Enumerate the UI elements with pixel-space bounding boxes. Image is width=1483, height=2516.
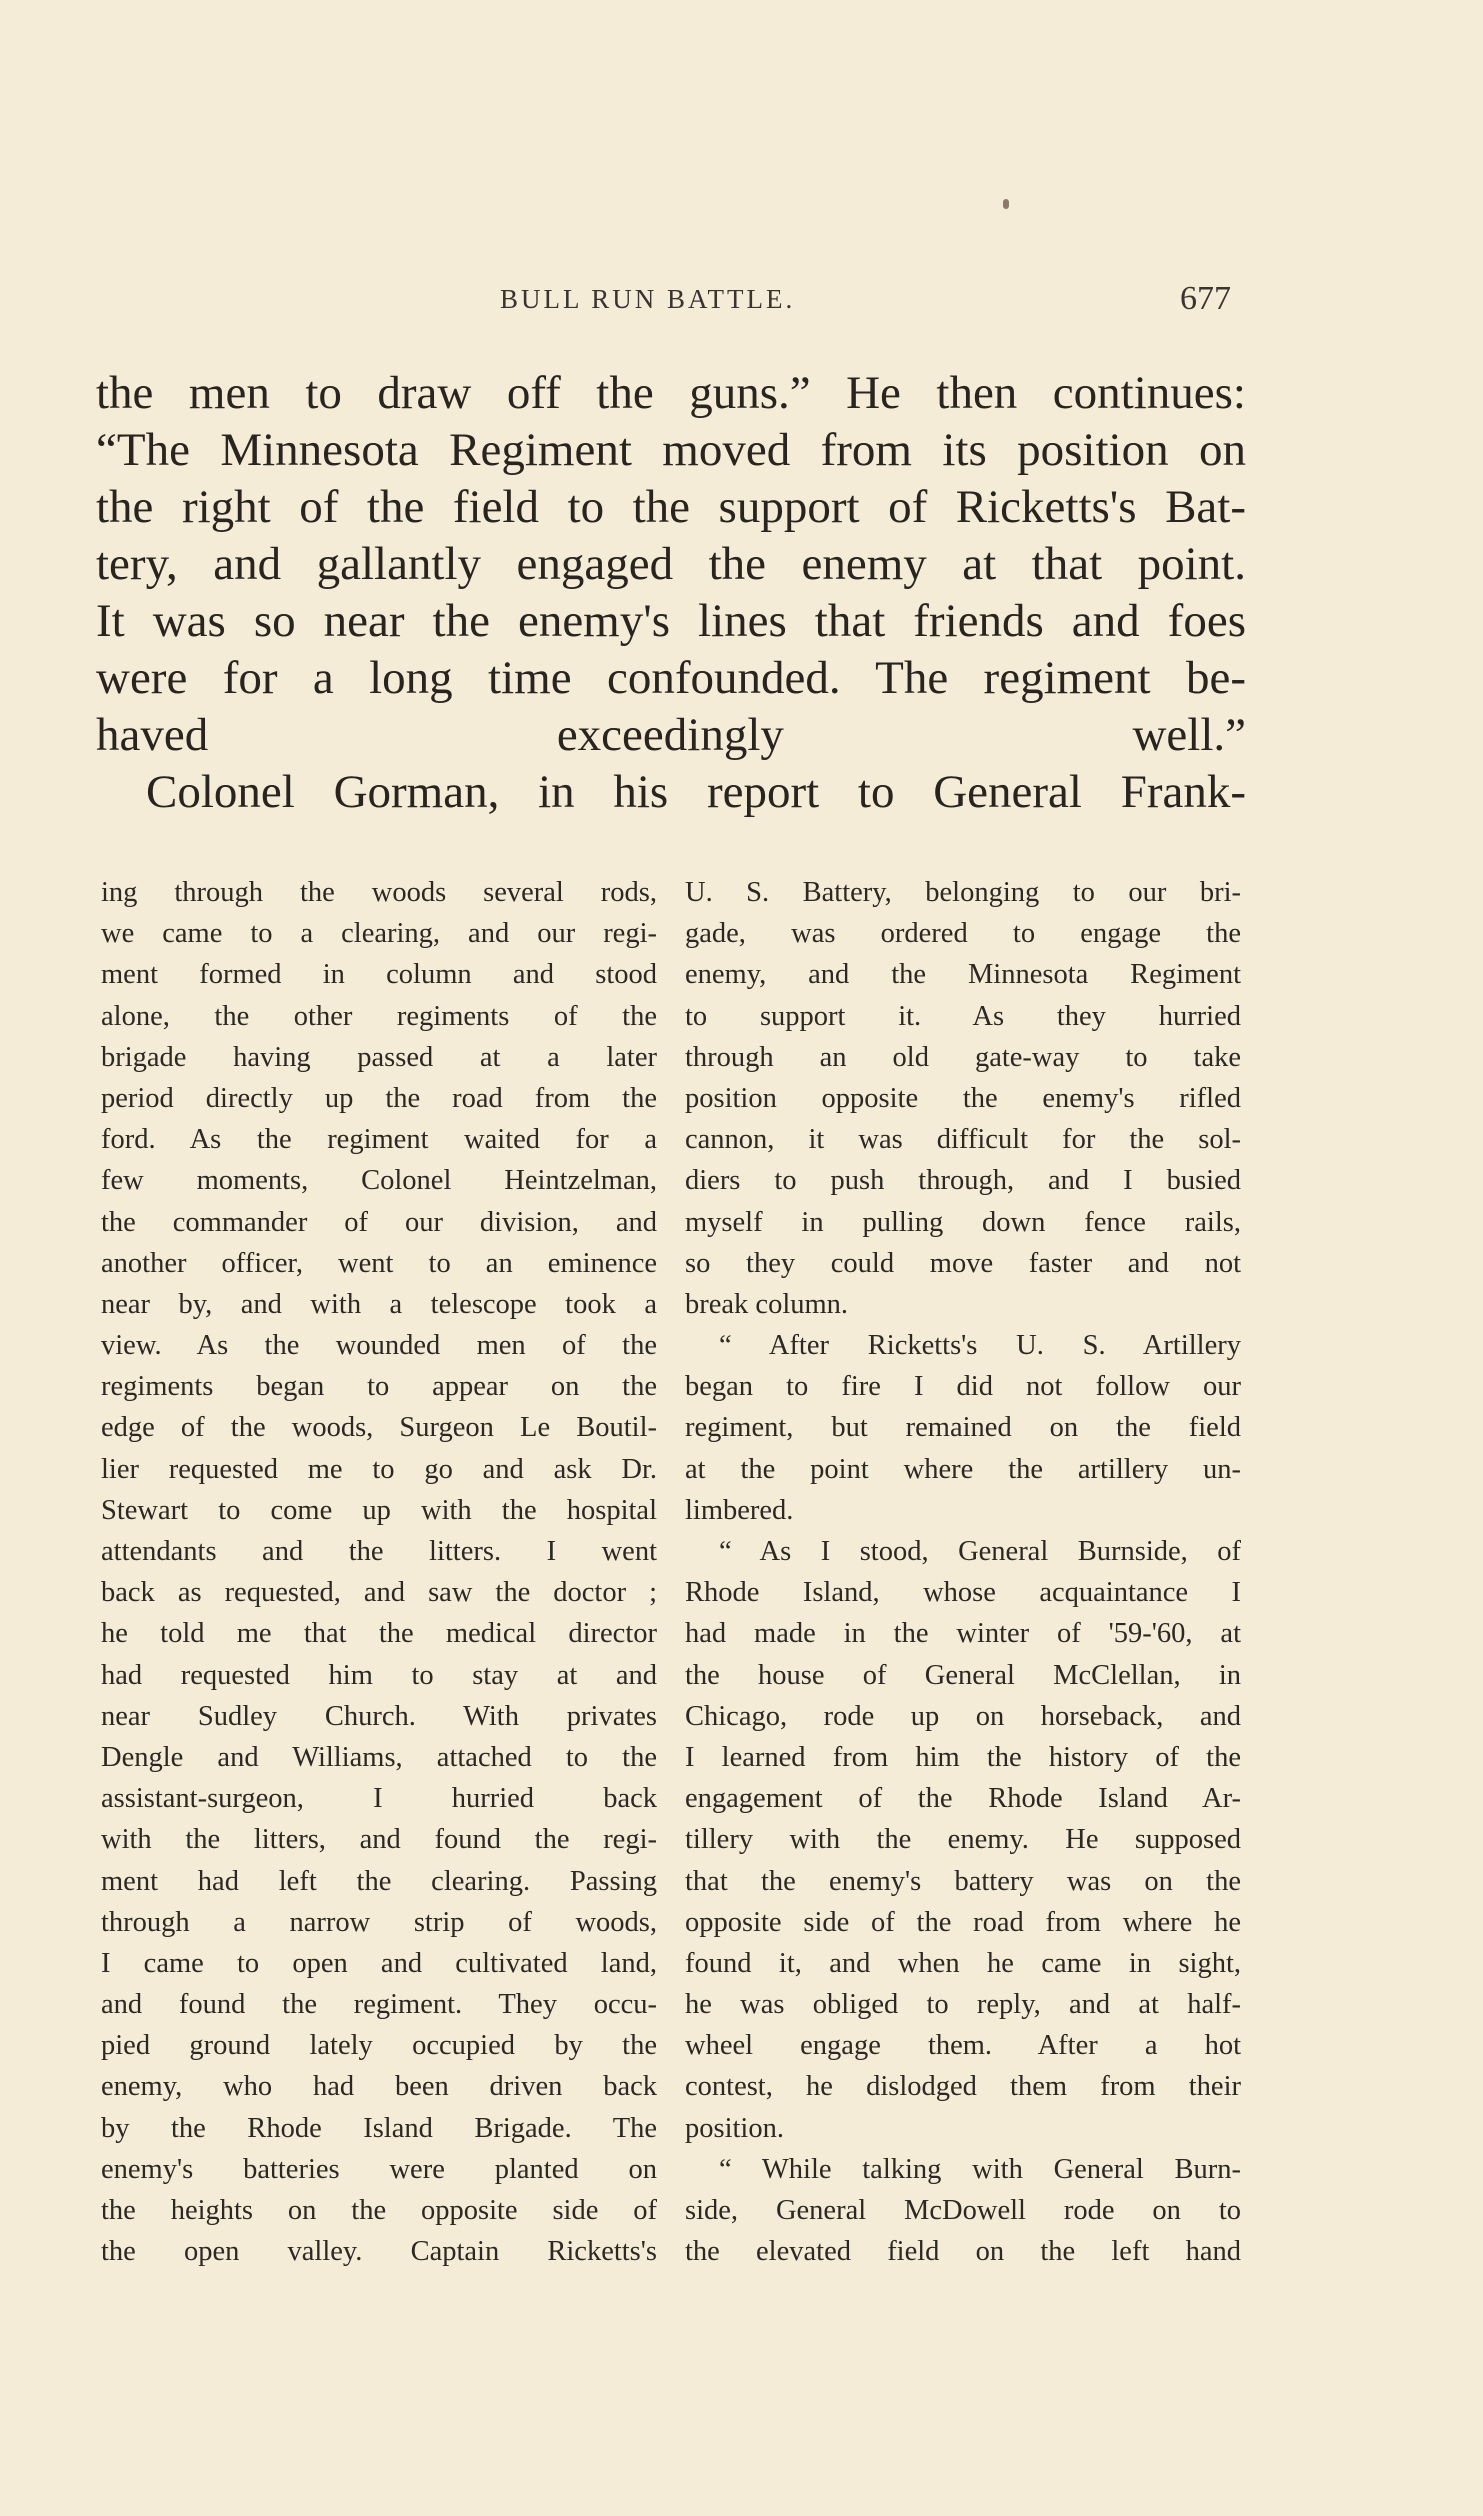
text-line: ment had left the clearing. Passing	[101, 1865, 657, 1897]
text-line: the house of General McClellan, in	[685, 1659, 1241, 1691]
text-line: I came to open and cultivated land,	[101, 1947, 657, 1979]
text-line: “ As I stood, General Burnside, of	[719, 1536, 1241, 1567]
page-number: 677	[1180, 280, 1231, 317]
text-line: enemy, and the Minnesota Regiment	[685, 959, 1241, 991]
text-line: I learned from him the history of the	[685, 1741, 1241, 1773]
text-line: the heights on the opposite side of	[101, 2195, 657, 2226]
text-line: he was obliged to reply, and at half-	[685, 1989, 1241, 2021]
text-line: cannon, it was difficult for the sol-	[685, 1124, 1241, 1156]
text-line: the elevated field on the left hand	[685, 2236, 1241, 2268]
text-line: the commander of our division, and	[101, 1206, 657, 1238]
text-line: he told me that the medical director	[101, 1618, 657, 1650]
text-line: edge of the woods, Surgeon Le Boutil-	[101, 1412, 657, 1444]
text-line: and found the regiment. They occu-	[101, 1989, 657, 2021]
text-line: regiments began to appear on the	[101, 1371, 657, 1403]
lead-line: the right of the field to the support of Ricketts's Bat-	[96, 481, 1246, 533]
text-line: wheel engage them. After a hot	[685, 2030, 1241, 2062]
text-line: near Sudley Church. With privates	[101, 1700, 657, 1732]
text-line: regiment, but remained on the field	[685, 1412, 1241, 1444]
text-line: to support it. As they hurried	[685, 1000, 1241, 1032]
page-header	[0, 278, 1483, 318]
text-line: opposite side of the road from where he	[685, 1906, 1241, 1938]
text-line: enemy, who had been driven back	[101, 2071, 657, 2103]
lead-line: were for a long time confounded. The regiment be-	[96, 652, 1246, 704]
text-line: break column.	[685, 1288, 849, 1320]
text-line: another officer, went to an eminence	[101, 1247, 657, 1279]
text-line: had made in the winter of '59-'60, at	[685, 1618, 1241, 1650]
text-line: alone, the other regiments of the	[101, 1000, 657, 1032]
text-line: contest, he dislodged them from their	[685, 2071, 1241, 2103]
text-line: found it, and when he came in sight,	[685, 1947, 1241, 1979]
lead-line: It was so near the enemy's lines that friends and foes	[96, 595, 1246, 647]
lead-line: Colonel Gorman, in his report to General Frank-	[146, 766, 1246, 818]
text-line: myself in pulling down fence rails,	[685, 1206, 1241, 1238]
text-line: by the Rhode Island Brigade. The	[101, 2112, 657, 2144]
text-line: through a narrow strip of woods,	[101, 1906, 657, 1938]
text-line: “ While talking with General Burn-	[719, 2153, 1241, 2185]
text-line: attendants and the litters. I went	[101, 1536, 657, 1567]
text-line: that the enemy's battery was on the	[685, 1865, 1241, 1897]
text-line: Rhode Island, whose acquaintance I	[685, 1577, 1241, 1609]
text-line: near by, and with a telescope took a	[101, 1288, 657, 1320]
text-line: view. As the wounded men of the	[101, 1330, 657, 1362]
running-title: BULL RUN BATTLE.	[500, 284, 796, 314]
text-line: ford. As the regiment waited for a	[101, 1124, 657, 1156]
lead-line: “The Minnesota Regiment moved from its position on	[96, 424, 1246, 476]
text-line: assistant-surgeon, I hurried back	[101, 1783, 657, 1815]
text-line: back as requested, and saw the doctor ;	[101, 1577, 657, 1609]
text-line: tillery with the enemy. He supposed	[685, 1824, 1241, 1856]
text-line: Stewart to come up with the hospital	[101, 1494, 657, 1526]
text-line: gade, was ordered to engage the	[685, 918, 1241, 950]
lead-paragraph	[96, 365, 1246, 821]
text-line: side, General McDowell rode on to	[685, 2195, 1241, 2226]
text-line: we came to a clearing, and our regi-	[101, 918, 657, 950]
lead-line: haved exceedingly well.”	[96, 709, 1246, 761]
text-line: position.	[685, 2112, 784, 2144]
lead-line: the men to draw off the guns.” He then continues:	[96, 367, 1246, 419]
right-column	[685, 872, 1241, 2272]
text-line: brigade having passed at a later	[101, 1041, 657, 1073]
ink-blemish	[1003, 199, 1009, 209]
text-line: limbered.	[685, 1494, 794, 1526]
text-line: at the point where the artillery un-	[685, 1453, 1241, 1485]
text-line: engagement of the Rhode Island Ar-	[685, 1783, 1241, 1815]
text-line: began to fire I did not follow our	[685, 1371, 1241, 1403]
text-line: position opposite the enemy's rifled	[685, 1082, 1241, 1114]
text-line: ing through the woods several rods,	[101, 877, 657, 908]
text-line: the open valley. Captain Ricketts's	[101, 2236, 657, 2268]
text-line: with the litters, and found the regi-	[101, 1824, 657, 1856]
text-line: so they could move faster and not	[685, 1247, 1241, 1279]
text-line: had requested him to stay at and	[101, 1659, 657, 1691]
text-line: through an old gate-way to take	[685, 1041, 1241, 1073]
text-line: “ After Ricketts's U. S. Artillery	[719, 1330, 1241, 1362]
text-line: Dengle and Williams, attached to the	[101, 1741, 657, 1773]
text-line: lier requested me to go and ask Dr.	[101, 1453, 657, 1485]
text-line: ment formed in column and stood	[101, 959, 657, 991]
text-line: Chicago, rode up on horseback, and	[685, 1700, 1241, 1732]
text-line: period directly up the road from the	[101, 1082, 657, 1114]
text-line: U. S. Battery, belonging to our bri-	[685, 877, 1241, 908]
text-line: enemy's batteries were planted on	[101, 2153, 657, 2185]
text-line: diers to push through, and I busied	[685, 1165, 1241, 1197]
left-column	[101, 872, 657, 2272]
lead-line: tery, and gallantly engaged the enemy at that point.	[96, 538, 1246, 590]
text-line: few moments, Colonel Heintzelman,	[101, 1165, 657, 1197]
text-line: pied ground lately occupied by the	[101, 2030, 657, 2062]
